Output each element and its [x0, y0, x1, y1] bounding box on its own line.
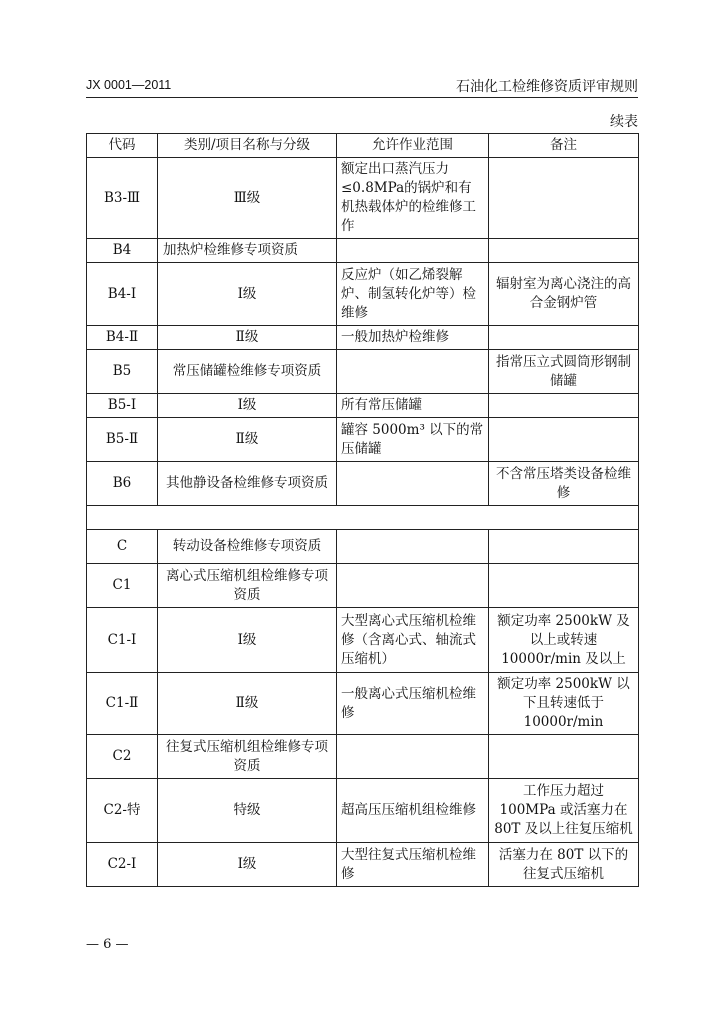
document-code: JX 0001—2011 — [86, 78, 172, 92]
row-scope: 所有常压储罐 — [337, 394, 489, 418]
row-name: 离心式压缩机组检维修专项资质 — [158, 564, 337, 608]
row-scope: 额定出口蒸汽压力≤0.8MPa的锅炉和有机热载体炉的检维修工作 — [337, 158, 489, 239]
table-header-row — [87, 134, 639, 158]
row-note — [489, 239, 639, 263]
row-name: 特级 — [158, 779, 337, 843]
table-row — [87, 530, 639, 564]
row-scope — [337, 350, 489, 394]
page-number: — 6 — — [86, 937, 129, 952]
header-rule — [86, 97, 638, 98]
row-note — [489, 326, 639, 350]
row-note — [489, 564, 639, 608]
row-scope: 反应炉（如乙烯裂解炉、制氢转化炉等）检维修 — [337, 263, 489, 326]
table-row — [87, 418, 639, 462]
row-name: Ⅱ级 — [158, 326, 337, 350]
continued-label: 续表 — [610, 114, 638, 130]
row-name: Ⅰ级 — [158, 263, 337, 326]
row-name: Ⅰ级 — [158, 608, 337, 673]
row-note: 额定功率 2500kW 以下且转速低于 10000r/min — [489, 673, 639, 735]
row-code: B4-Ⅱ — [87, 326, 158, 350]
row-code: C1-Ⅰ — [87, 608, 158, 673]
table-row — [87, 673, 639, 735]
table-row — [87, 608, 639, 673]
row-code: C — [87, 530, 158, 564]
row-note — [489, 158, 639, 239]
row-note: 额定功率 2500kW 及以上或转速 10000r/min 及以上 — [489, 608, 639, 673]
row-name: Ⅰ级 — [158, 394, 337, 418]
table-row — [87, 779, 639, 843]
row-scope — [337, 462, 489, 506]
row-code: B5-Ⅱ — [87, 418, 158, 462]
row-scope: 一般加热炉检维修 — [337, 326, 489, 350]
row-scope — [337, 735, 489, 779]
qualification-table — [86, 133, 639, 887]
row-note — [489, 418, 639, 462]
column-header-scope: 允许作业范围 — [337, 134, 489, 158]
row-code: C2-特 — [87, 779, 158, 843]
row-scope — [337, 564, 489, 608]
empty-row-cell — [87, 506, 639, 530]
column-header-code: 代码 — [87, 134, 158, 158]
row-code: B5-Ⅰ — [87, 394, 158, 418]
row-code: C2-Ⅰ — [87, 843, 158, 887]
row-note: 辐射室为离心浇注的高合金钢炉管 — [489, 263, 639, 326]
row-scope: 罐容 5000m³ 以下的常压储罐 — [337, 418, 489, 462]
row-note — [489, 394, 639, 418]
row-name: Ⅱ级 — [158, 673, 337, 735]
row-code: B6 — [87, 462, 158, 506]
document-title: 石油化工检维修资质评审规则 — [456, 79, 638, 95]
table-row — [87, 735, 639, 779]
row-name: 往复式压缩机组检维修专项资质 — [158, 735, 337, 779]
table-row — [87, 350, 639, 394]
row-name: 常压储罐检维修专项资质 — [158, 350, 337, 394]
row-scope — [337, 239, 489, 263]
column-header-name: 类别/项目名称与分级 — [158, 134, 337, 158]
table-row — [87, 394, 639, 418]
table-row — [87, 843, 639, 887]
row-note: 工作压力超过 100MPa 或活塞力在 80T 及以上往复压缩机 — [489, 779, 639, 843]
table-row — [87, 239, 639, 263]
row-scope: 大型往复式压缩机检维修 — [337, 843, 489, 887]
row-note: 指常压立式圆筒形钢制储罐 — [489, 350, 639, 394]
row-scope: 一般离心式压缩机检维修 — [337, 673, 489, 735]
table-row — [87, 263, 639, 326]
row-name: Ⅲ级 — [158, 158, 337, 239]
table-row — [87, 462, 639, 506]
row-code: B5 — [87, 350, 158, 394]
row-name: 转动设备检维修专项资质 — [158, 530, 337, 564]
row-scope: 大型离心式压缩机检维修（含离心式、轴流式压缩机） — [337, 608, 489, 673]
row-code: C2 — [87, 735, 158, 779]
row-note — [489, 735, 639, 779]
table-row — [87, 326, 639, 350]
row-name: Ⅱ级 — [158, 418, 337, 462]
row-name: 其他静设备检维修专项资质 — [158, 462, 337, 506]
table-row — [87, 564, 639, 608]
row-code: B3-Ⅲ — [87, 158, 158, 239]
row-scope: 超高压压缩机组检维修 — [337, 779, 489, 843]
row-name: Ⅰ级 — [158, 843, 337, 887]
row-note — [489, 530, 639, 564]
column-header-note: 备注 — [489, 134, 639, 158]
table-row — [87, 158, 639, 239]
row-scope — [337, 530, 489, 564]
row-code: C1-Ⅱ — [87, 673, 158, 735]
row-note: 不含常压塔类设备检维修 — [489, 462, 639, 506]
row-code: C1 — [87, 564, 158, 608]
row-code: B4 — [87, 239, 158, 263]
table-row-empty — [87, 506, 639, 530]
row-note: 活塞力在 80T 以下的往复式压缩机 — [489, 843, 639, 887]
row-code: B4-Ⅰ — [87, 263, 158, 326]
row-name: 加热炉检维修专项资质 — [158, 239, 337, 263]
